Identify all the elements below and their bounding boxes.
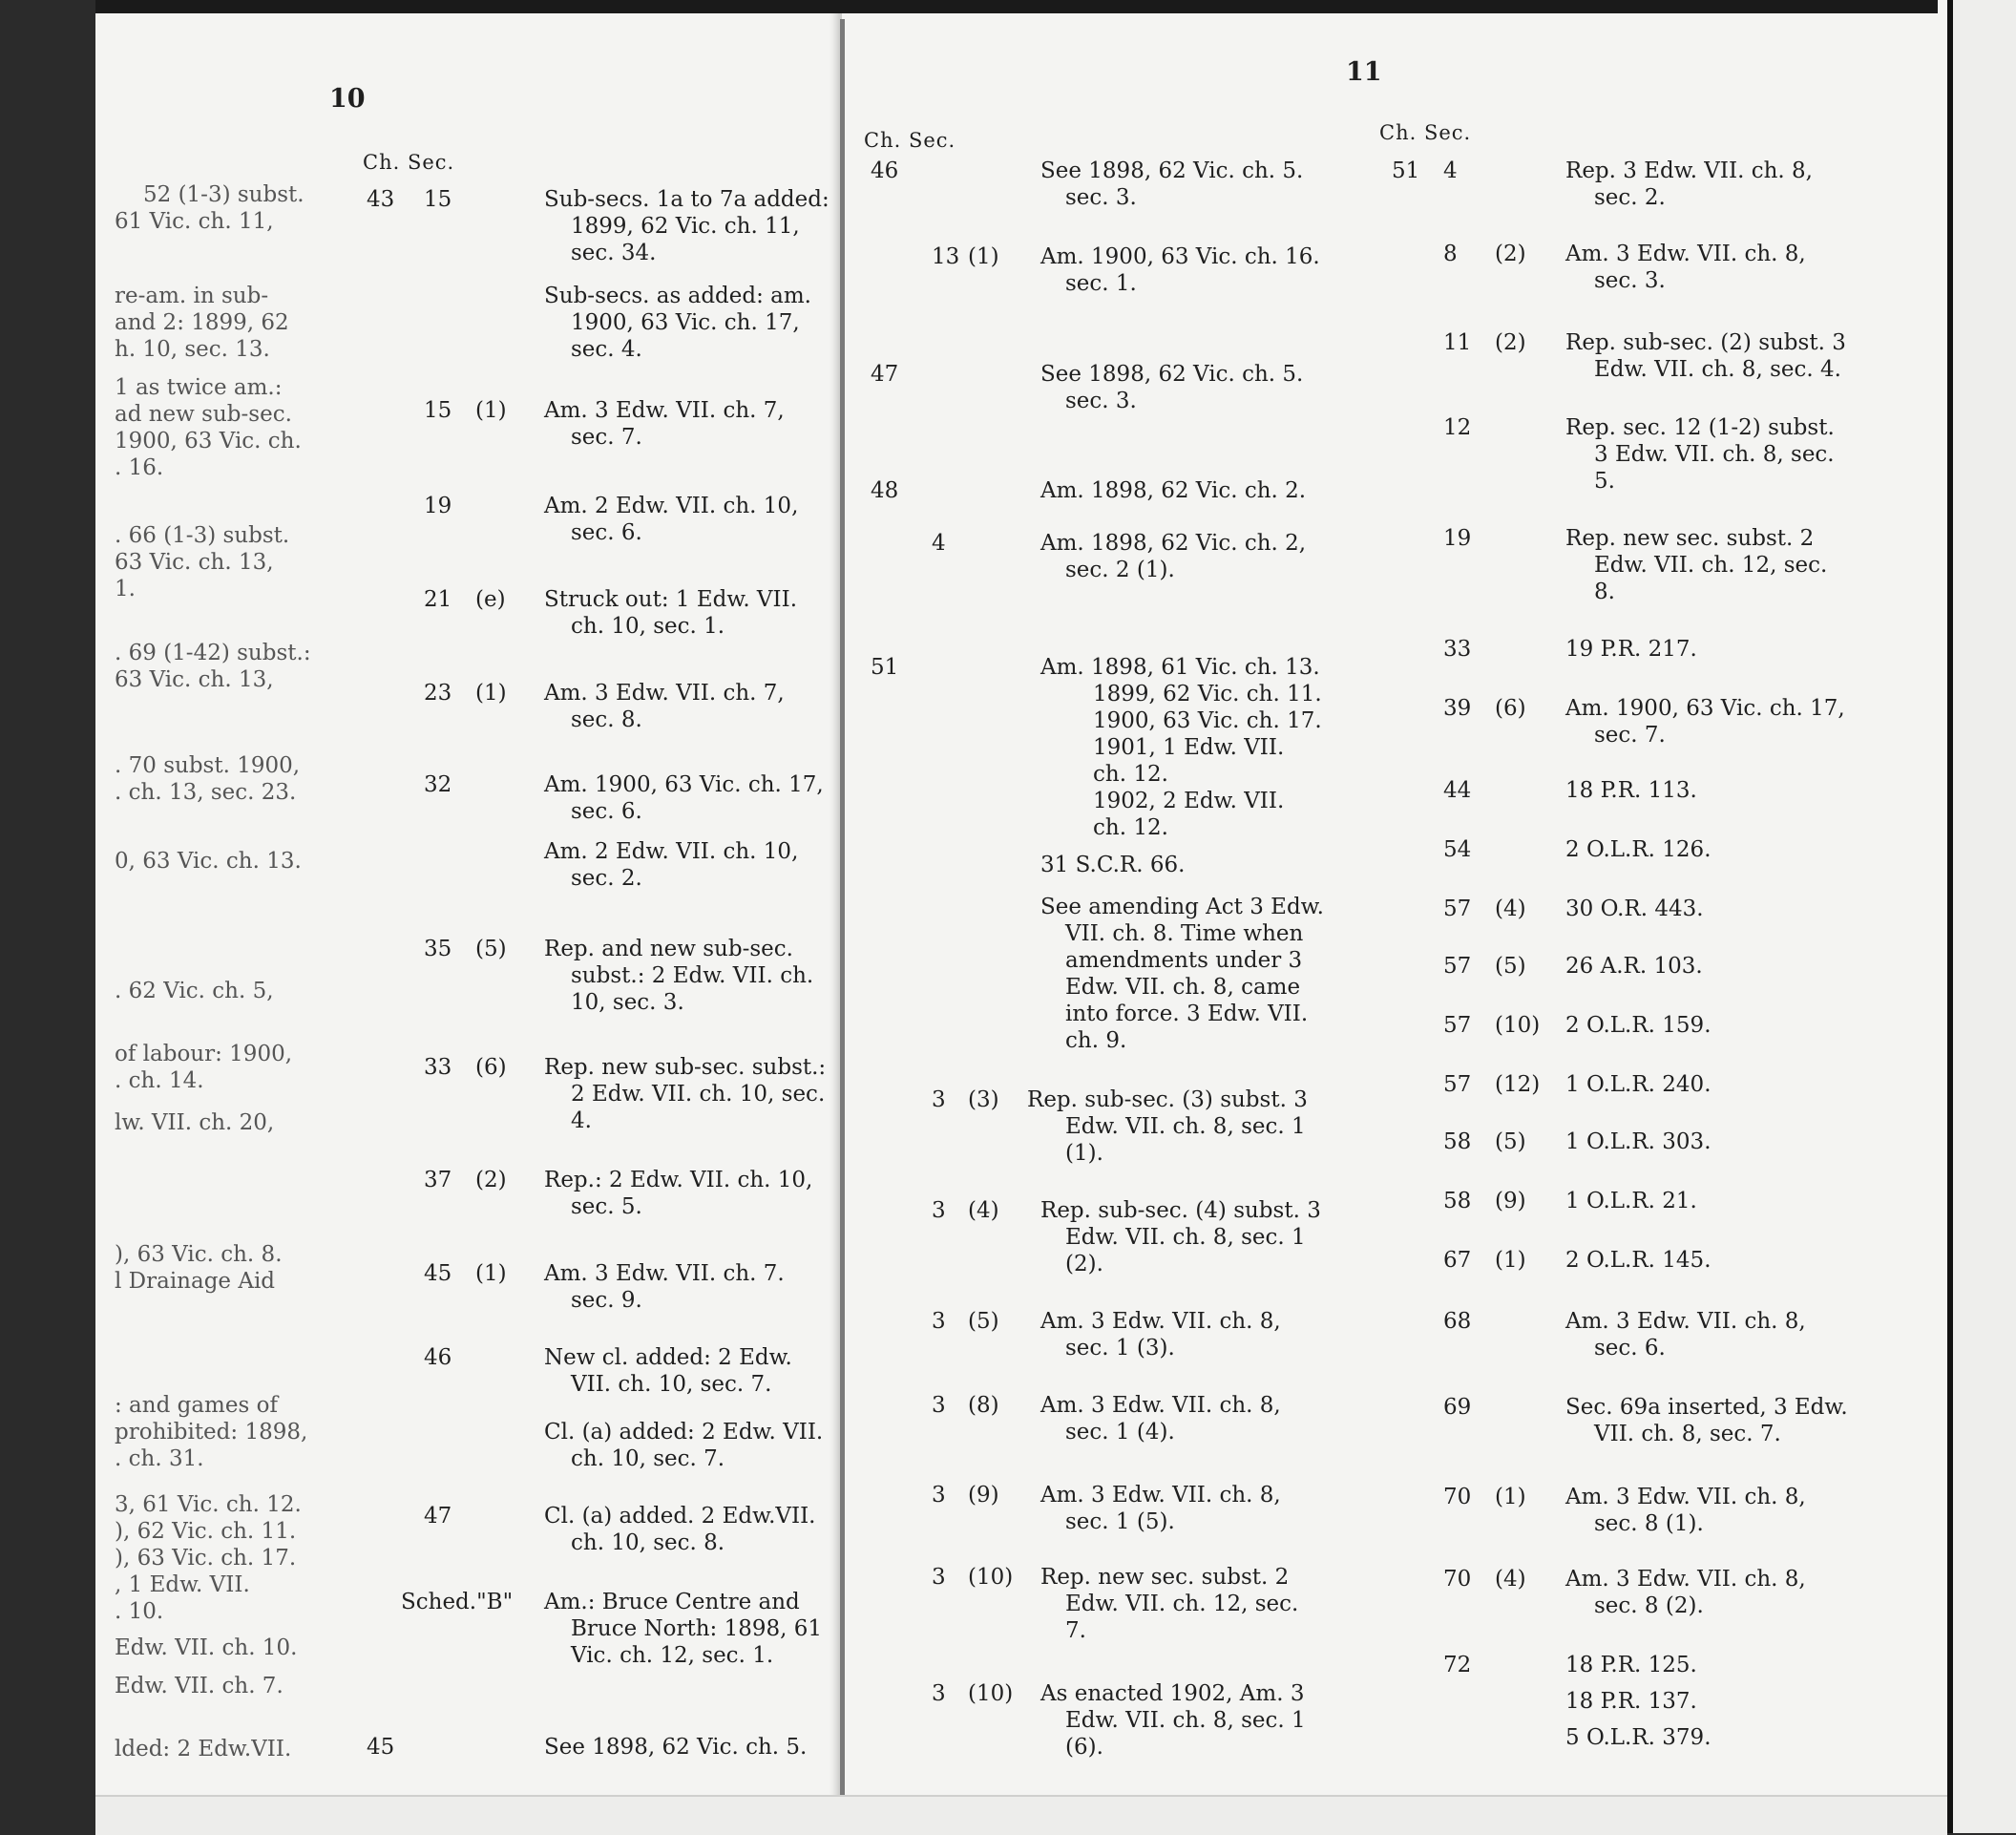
section-number: 15 — [424, 398, 452, 423]
section-number: 57 — [1443, 1072, 1472, 1097]
cut-text-line: : and games of — [115, 1393, 278, 1418]
scan-bottom-edge — [95, 1795, 1947, 1835]
amendment-text: 1 O.L.R. 303. — [1565, 1129, 1712, 1154]
amendment-text: 1902, 2 Edw. VII. — [1093, 789, 1285, 813]
amendment-text: sec. 3. — [1065, 185, 1137, 210]
section-number: 45 — [424, 1261, 452, 1286]
subsection-number: (1) — [475, 681, 507, 706]
amendment-text: Edw. VII. ch. 8, sec. 1 — [1065, 1708, 1306, 1733]
subsection-number: (12) — [1495, 1072, 1541, 1097]
amendment-text: 2 Edw. VII. ch. 10, sec. — [571, 1082, 826, 1107]
amendment-text: Rep.: 2 Edw. VII. ch. 10, — [544, 1168, 813, 1192]
section-number: 46 — [424, 1345, 452, 1370]
cut-text-line: 63 Vic. ch. 13, — [115, 550, 274, 575]
subsection-number: (9) — [1495, 1189, 1526, 1213]
amendment-text: sec. 3. — [1594, 268, 1666, 293]
cut-text-line: and 2: 1899, 62 — [115, 310, 289, 335]
amendment-text: 10, sec. 3. — [571, 990, 684, 1015]
amendment-text: Am. 3 Edw. VII. ch. 8, — [1565, 1485, 1806, 1509]
amendment-text: As enacted 1902, Am. 3 — [1040, 1681, 1305, 1706]
cut-text-line: h. 10, sec. 13. — [115, 337, 270, 362]
subsection-number: (6) — [1495, 696, 1526, 721]
subsection-number: (5) — [968, 1309, 999, 1334]
section-number: 70 — [1443, 1567, 1472, 1592]
cut-text-line: . ch. 14. — [115, 1068, 204, 1093]
amendment-text: sec. 2. — [571, 866, 642, 891]
cut-text-line: . 10. — [115, 1599, 164, 1624]
cut-text-line: 52 (1-3) subst. — [143, 182, 304, 207]
section-number: 3 — [932, 1393, 946, 1418]
amendment-text: Edw. VII. ch. 8, sec. 1 — [1065, 1225, 1306, 1250]
amendment-text: sec. 8. — [571, 707, 642, 732]
cut-text-line: 1 as twice am.: — [115, 375, 283, 400]
cut-text-line: . 69 (1-42) subst.: — [115, 641, 311, 665]
amendment-text: (1). — [1065, 1141, 1103, 1166]
subsection-number: (10) — [1495, 1013, 1541, 1038]
amendment-text: ch. 10, sec. 8. — [571, 1530, 725, 1555]
section-number: 58 — [1443, 1189, 1472, 1213]
section-number: 58 — [1443, 1129, 1472, 1154]
subsection-number: (5) — [475, 937, 507, 961]
section-number: 3 — [932, 1681, 946, 1706]
amendment-text: Cl. (a) added: 2 Edw. VII. — [544, 1420, 824, 1445]
amendment-text: sec. 5. — [571, 1194, 642, 1219]
amendment-text: Am. 3 Edw. VII. ch. 8, — [1040, 1309, 1281, 1334]
cut-text-line: Edw. VII. ch. 7. — [115, 1674, 284, 1698]
amendment-text: 1 O.L.R. 240. — [1565, 1072, 1712, 1097]
amendment-text: 2 O.L.R. 126. — [1565, 837, 1712, 862]
right-page-number: 11 — [1346, 57, 1382, 87]
subsection-number: (10) — [968, 1681, 1014, 1706]
amendment-text: 1 O.L.R. 21. — [1565, 1189, 1697, 1213]
cut-text-line: . 66 (1-3) subst. — [115, 523, 290, 548]
amendment-text: Edw. VII. ch. 8, sec. 1 — [1065, 1114, 1306, 1139]
section-number: 3 — [932, 1565, 946, 1590]
amendment-text: 1899, 62 Vic. ch. 11. — [1093, 682, 1322, 707]
section-number: 8 — [1443, 242, 1458, 266]
cut-text-line: ad new sub-sec. — [115, 402, 292, 427]
amendment-text: 7. — [1065, 1618, 1086, 1643]
amendment-text: Am. 3 Edw. VII. ch. 8, — [1565, 242, 1806, 266]
section-number: 4 — [1443, 158, 1458, 183]
chapter-number: 43 — [367, 187, 395, 212]
amendment-text: ch. 10, sec. 7. — [571, 1446, 725, 1471]
cut-text-line: , 1 Edw. VII. — [115, 1572, 250, 1597]
section-number: 3 — [932, 1198, 946, 1223]
section-number: 72 — [1443, 1653, 1472, 1677]
amendment-text: Edw. VII. ch. 12, sec. — [1065, 1592, 1299, 1616]
subsection-number: (10) — [968, 1565, 1014, 1590]
amendment-text: sec. 6. — [571, 520, 642, 545]
right-col2-header: Ch. Sec. — [1379, 121, 1472, 144]
subsection-number: (1) — [968, 244, 999, 269]
cut-text-line: 61 Vic. ch. 11, — [115, 209, 274, 234]
cut-text-line: . ch. 31. — [115, 1446, 204, 1471]
amendment-text: VII. ch. 10, sec. 7. — [571, 1372, 772, 1397]
amendment-text: See 1898, 62 Vic. ch. 5. — [544, 1735, 808, 1760]
cut-text-line: 63 Vic. ch. 13, — [115, 667, 274, 692]
subsection-number: (1) — [475, 1261, 507, 1286]
section-number: 47 — [424, 1504, 452, 1529]
amendment-text: VII. ch. 8, sec. 7. — [1594, 1422, 1781, 1446]
amendment-text: Edw. VII. ch. 12, sec. — [1594, 553, 1828, 578]
amendment-text: See amending Act 3 Edw. — [1040, 895, 1324, 919]
right-page — [842, 0, 1980, 1833]
amendment-text: into force. 3 Edw. VII. — [1065, 1002, 1309, 1026]
section-number: 39 — [1443, 696, 1472, 721]
cut-text-line: l Drainage Aid — [115, 1269, 276, 1294]
amendment-text: Am. 3 Edw. VII. ch. 8, — [1565, 1309, 1806, 1334]
amendment-text: 1900, 63 Vic. ch. 17. — [1093, 708, 1322, 733]
amendment-text: sec. 2 (1). — [1065, 558, 1175, 582]
amendment-text: 5. — [1594, 469, 1615, 494]
section-number: 3 — [932, 1087, 946, 1112]
amendment-text: Sub-secs. as added: am. — [544, 284, 811, 308]
section-number: 35 — [424, 937, 452, 961]
subsection-number: (9) — [968, 1483, 999, 1508]
section-number: Sched."B" — [401, 1590, 514, 1614]
amendment-text: sec. 1 (4). — [1065, 1420, 1175, 1445]
cut-text-line: lw. VII. ch. 20, — [115, 1110, 275, 1135]
amendment-text: 3 Edw. VII. ch. 8, sec. — [1594, 442, 1835, 467]
subsection-number: (4) — [1495, 896, 1526, 921]
amendment-text: 31 S.C.R. 66. — [1040, 853, 1186, 877]
amendment-text: Rep. and new sub-sec. — [544, 937, 793, 961]
section-number: 57 — [1443, 954, 1472, 979]
amendment-text: See 1898, 62 Vic. ch. 5. — [1040, 158, 1304, 183]
amendment-text: Am.: Bruce Centre and — [544, 1590, 800, 1614]
amendment-text: 1899, 62 Vic. ch. 11, — [571, 214, 800, 239]
cut-text-line: ), 63 Vic. ch. 17. — [115, 1546, 297, 1571]
amendment-text: Am. 2 Edw. VII. ch. 10, — [544, 494, 799, 518]
amendment-text: Am. 1900, 63 Vic. ch. 17, — [544, 772, 824, 797]
amendment-text: Vic. ch. 12, sec. 1. — [571, 1643, 774, 1668]
amendment-text: Am. 1898, 62 Vic. ch. 2. — [1040, 478, 1307, 503]
amendment-text: Am. 1898, 62 Vic. ch. 2, — [1040, 531, 1307, 556]
section-number: 21 — [424, 587, 452, 612]
cut-text-line: of labour: 1900, — [115, 1042, 293, 1066]
amendment-text: Am. 3 Edw. VII. ch. 7. — [544, 1261, 785, 1286]
cut-text-line: 0, 63 Vic. ch. 13. — [115, 849, 302, 874]
section-number: 33 — [424, 1055, 452, 1080]
chapter-number: 46 — [871, 158, 899, 183]
amendment-text: Am. 1900, 63 Vic. ch. 16. — [1040, 244, 1320, 269]
subsection-number: (8) — [968, 1393, 999, 1418]
amendment-text: 26 A.R. 103. — [1565, 954, 1703, 979]
subsection-number: (2) — [1495, 330, 1526, 355]
subsection-number: (4) — [968, 1198, 999, 1223]
amendment-text: sec. 4. — [571, 337, 642, 362]
cut-text-line: . 70 subst. 1900, — [115, 753, 301, 778]
amendment-text: Rep. sec. 12 (1-2) subst. — [1565, 415, 1835, 440]
amendment-text: sec. 1 (5). — [1065, 1509, 1175, 1534]
cut-text-line: . ch. 13, sec. 23. — [115, 780, 297, 805]
amendment-text: ch. 10, sec. 1. — [571, 614, 725, 639]
amendment-text: 19 P.R. 217. — [1565, 637, 1697, 662]
section-number: 57 — [1443, 896, 1472, 921]
amendment-text: Rep. sub-sec. (3) subst. 3 — [1027, 1087, 1308, 1112]
amendment-text: Am. 3 Edw. VII. ch. 8, — [1565, 1567, 1806, 1592]
section-number: 4 — [932, 531, 946, 556]
section-number: 23 — [424, 681, 452, 706]
amendment-text: Sec. 69a inserted, 3 Edw. — [1565, 1395, 1848, 1420]
page-gutter — [840, 19, 845, 1795]
subsection-number: (3) — [968, 1087, 999, 1112]
section-number: 3 — [932, 1483, 946, 1508]
section-number: 19 — [1443, 526, 1472, 551]
amendment-text: Edw. VII. ch. 8, sec. 4. — [1594, 357, 1841, 382]
cut-text-line: . 16. — [115, 455, 164, 480]
section-number: 12 — [1443, 415, 1472, 440]
cut-text-line: ), 63 Vic. ch. 8. — [115, 1242, 283, 1267]
section-number: 32 — [424, 772, 452, 797]
cut-text-line: . 62 Vic. ch. 5, — [115, 979, 274, 1003]
cut-text-line: ), 62 Vic. ch. 11. — [115, 1519, 297, 1544]
left-column-header: Ch. Sec. — [363, 151, 455, 174]
subsection-number: (2) — [1495, 242, 1526, 266]
amendment-text: New cl. added: 2 Edw. — [544, 1345, 792, 1370]
cut-text-line: prohibited: 1898, — [115, 1420, 308, 1445]
cut-text-line: 1. — [115, 577, 136, 601]
amendment-text: 8. — [1594, 580, 1615, 604]
amendment-text: Rep. 3 Edw. VII. ch. 8, — [1565, 158, 1813, 183]
amendment-text: 2 O.L.R. 159. — [1565, 1013, 1712, 1038]
amendment-text: sec. 34. — [571, 241, 657, 265]
subsection-number: (5) — [1495, 1129, 1526, 1154]
amendment-text: 18 P.R. 113. — [1565, 778, 1697, 803]
cut-text-line: lded: 2 Edw.VII. — [115, 1737, 292, 1761]
amendment-text: sec. 9. — [571, 1288, 642, 1313]
section-number: 57 — [1443, 1013, 1472, 1038]
amendment-text: Am. 3 Edw. VII. ch. 7, — [544, 681, 785, 706]
amendment-text: Am. 3 Edw. VII. ch. 8, — [1040, 1483, 1281, 1508]
amendment-text: sec. 7. — [571, 425, 642, 450]
left-page-number: 10 — [329, 84, 366, 114]
cut-text-line: 3, 61 Vic. ch. 12. — [115, 1492, 302, 1517]
amendment-text: Rep. new sec. subst. 2 — [1565, 526, 1815, 551]
amendment-text: sec. 6. — [1594, 1336, 1666, 1360]
subsection-number: (e) — [475, 587, 506, 612]
cut-text-line: re-am. in sub- — [115, 284, 269, 308]
section-number: 19 — [424, 494, 452, 518]
subsection-number: (2) — [475, 1168, 507, 1192]
section-number: 3 — [932, 1309, 946, 1334]
amendment-text: 4. — [571, 1108, 592, 1133]
section-number: 33 — [1443, 637, 1472, 662]
subsection-number: (1) — [475, 398, 507, 423]
right-col1-header: Ch. Sec. — [864, 129, 956, 152]
section-number: 54 — [1443, 837, 1472, 862]
amendment-text: sec. 1. — [1065, 271, 1137, 296]
amendment-text: See 1898, 62 Vic. ch. 5. — [1040, 362, 1304, 387]
amendment-text: sec. 8 (1). — [1594, 1511, 1704, 1536]
cut-text-line: 1900, 63 Vic. ch. — [115, 429, 302, 453]
section-number: 69 — [1443, 1395, 1472, 1420]
chapter-number: 51 — [871, 655, 899, 680]
amendment-text: Rep. new sub-sec. subst.: — [544, 1055, 827, 1080]
amendment-text: VII. ch. 8. Time when — [1065, 921, 1304, 946]
amendment-text: sec. 3. — [1065, 389, 1137, 413]
section-number: 44 — [1443, 778, 1472, 803]
amendment-text: subst.: 2 Edw. VII. ch. — [571, 963, 814, 988]
amendment-text: Cl. (a) added. 2 Edw.VII. — [544, 1504, 816, 1529]
amendment-text: ch. 12. — [1093, 762, 1168, 787]
amendment-text: 1901, 1 Edw. VII. — [1093, 735, 1285, 760]
amendment-text: (6). — [1065, 1735, 1103, 1760]
amendment-text: 30 O.R. 443. — [1565, 896, 1704, 921]
amendment-text: Am. 1900, 63 Vic. ch. 17, — [1565, 696, 1845, 721]
amendment-text: Bruce North: 1898, 61 — [571, 1616, 823, 1641]
chapter-number: 47 — [871, 362, 899, 387]
subsection-number: (5) — [1495, 954, 1526, 979]
section-number: 13 — [932, 244, 960, 269]
amendment-text: Edw. VII. ch. 8, came — [1065, 975, 1301, 1000]
subsection-number: (1) — [1495, 1485, 1526, 1509]
amendment-text: sec. 7. — [1594, 723, 1666, 748]
amendment-text: 2 O.L.R. 145. — [1565, 1248, 1712, 1273]
section-number: 37 — [424, 1168, 452, 1192]
chapter-number: 45 — [367, 1735, 395, 1760]
section-number: 67 — [1443, 1248, 1472, 1273]
section-number: 11 — [1443, 330, 1472, 355]
subsection-number: (6) — [475, 1055, 507, 1080]
amendment-text: Struck out: 1 Edw. VII. — [544, 587, 798, 612]
amendment-text: Am. 1898, 61 Vic. ch. 13. — [1040, 655, 1320, 680]
amendment-text: 1900, 63 Vic. ch. 17, — [571, 310, 800, 335]
amendment-text: Rep. sub-sec. (4) subst. 3 — [1040, 1198, 1321, 1223]
amendment-text: sec. 2. — [1594, 185, 1666, 210]
amendment-text: ch. 12. — [1093, 815, 1168, 840]
amendment-text: 18 P.R. 125. — [1565, 1653, 1697, 1677]
amendment-text: Am. 3 Edw. VII. ch. 7, — [544, 398, 785, 423]
section-number: 70 — [1443, 1485, 1472, 1509]
section-number: 68 — [1443, 1309, 1472, 1334]
scan-right-edge — [1947, 0, 2016, 1833]
amendment-text: sec. 1 (3). — [1065, 1336, 1175, 1360]
amendment-text: Rep. new sec. subst. 2 — [1040, 1565, 1290, 1590]
amendment-text: Am. 3 Edw. VII. ch. 8, — [1040, 1393, 1281, 1418]
amendment-text: ch. 9. — [1065, 1028, 1127, 1053]
amendment-text: amendments under 3 — [1065, 948, 1303, 973]
amendment-text: 5 O.L.R. 379. — [1565, 1725, 1712, 1750]
scan-top-edge — [95, 0, 1938, 13]
section-number: 15 — [424, 187, 452, 212]
subsection-number: (4) — [1495, 1567, 1526, 1592]
amendment-text: sec. 6. — [571, 799, 642, 824]
amendment-text: (2). — [1065, 1252, 1103, 1276]
chapter-number: 51 — [1392, 158, 1420, 183]
cut-text-line: Edw. VII. ch. 10. — [115, 1635, 298, 1660]
amendment-text: sec. 8 (2). — [1594, 1593, 1704, 1618]
chapter-number: 48 — [871, 478, 899, 503]
amendment-text: 18 P.R. 137. — [1565, 1689, 1697, 1714]
subsection-number: (1) — [1495, 1248, 1526, 1273]
amendment-text: Sub-secs. 1a to 7a added: — [544, 187, 830, 212]
amendment-text: Am. 2 Edw. VII. ch. 10, — [544, 839, 799, 864]
amendment-text: Rep. sub-sec. (2) subst. 3 — [1565, 330, 1846, 355]
